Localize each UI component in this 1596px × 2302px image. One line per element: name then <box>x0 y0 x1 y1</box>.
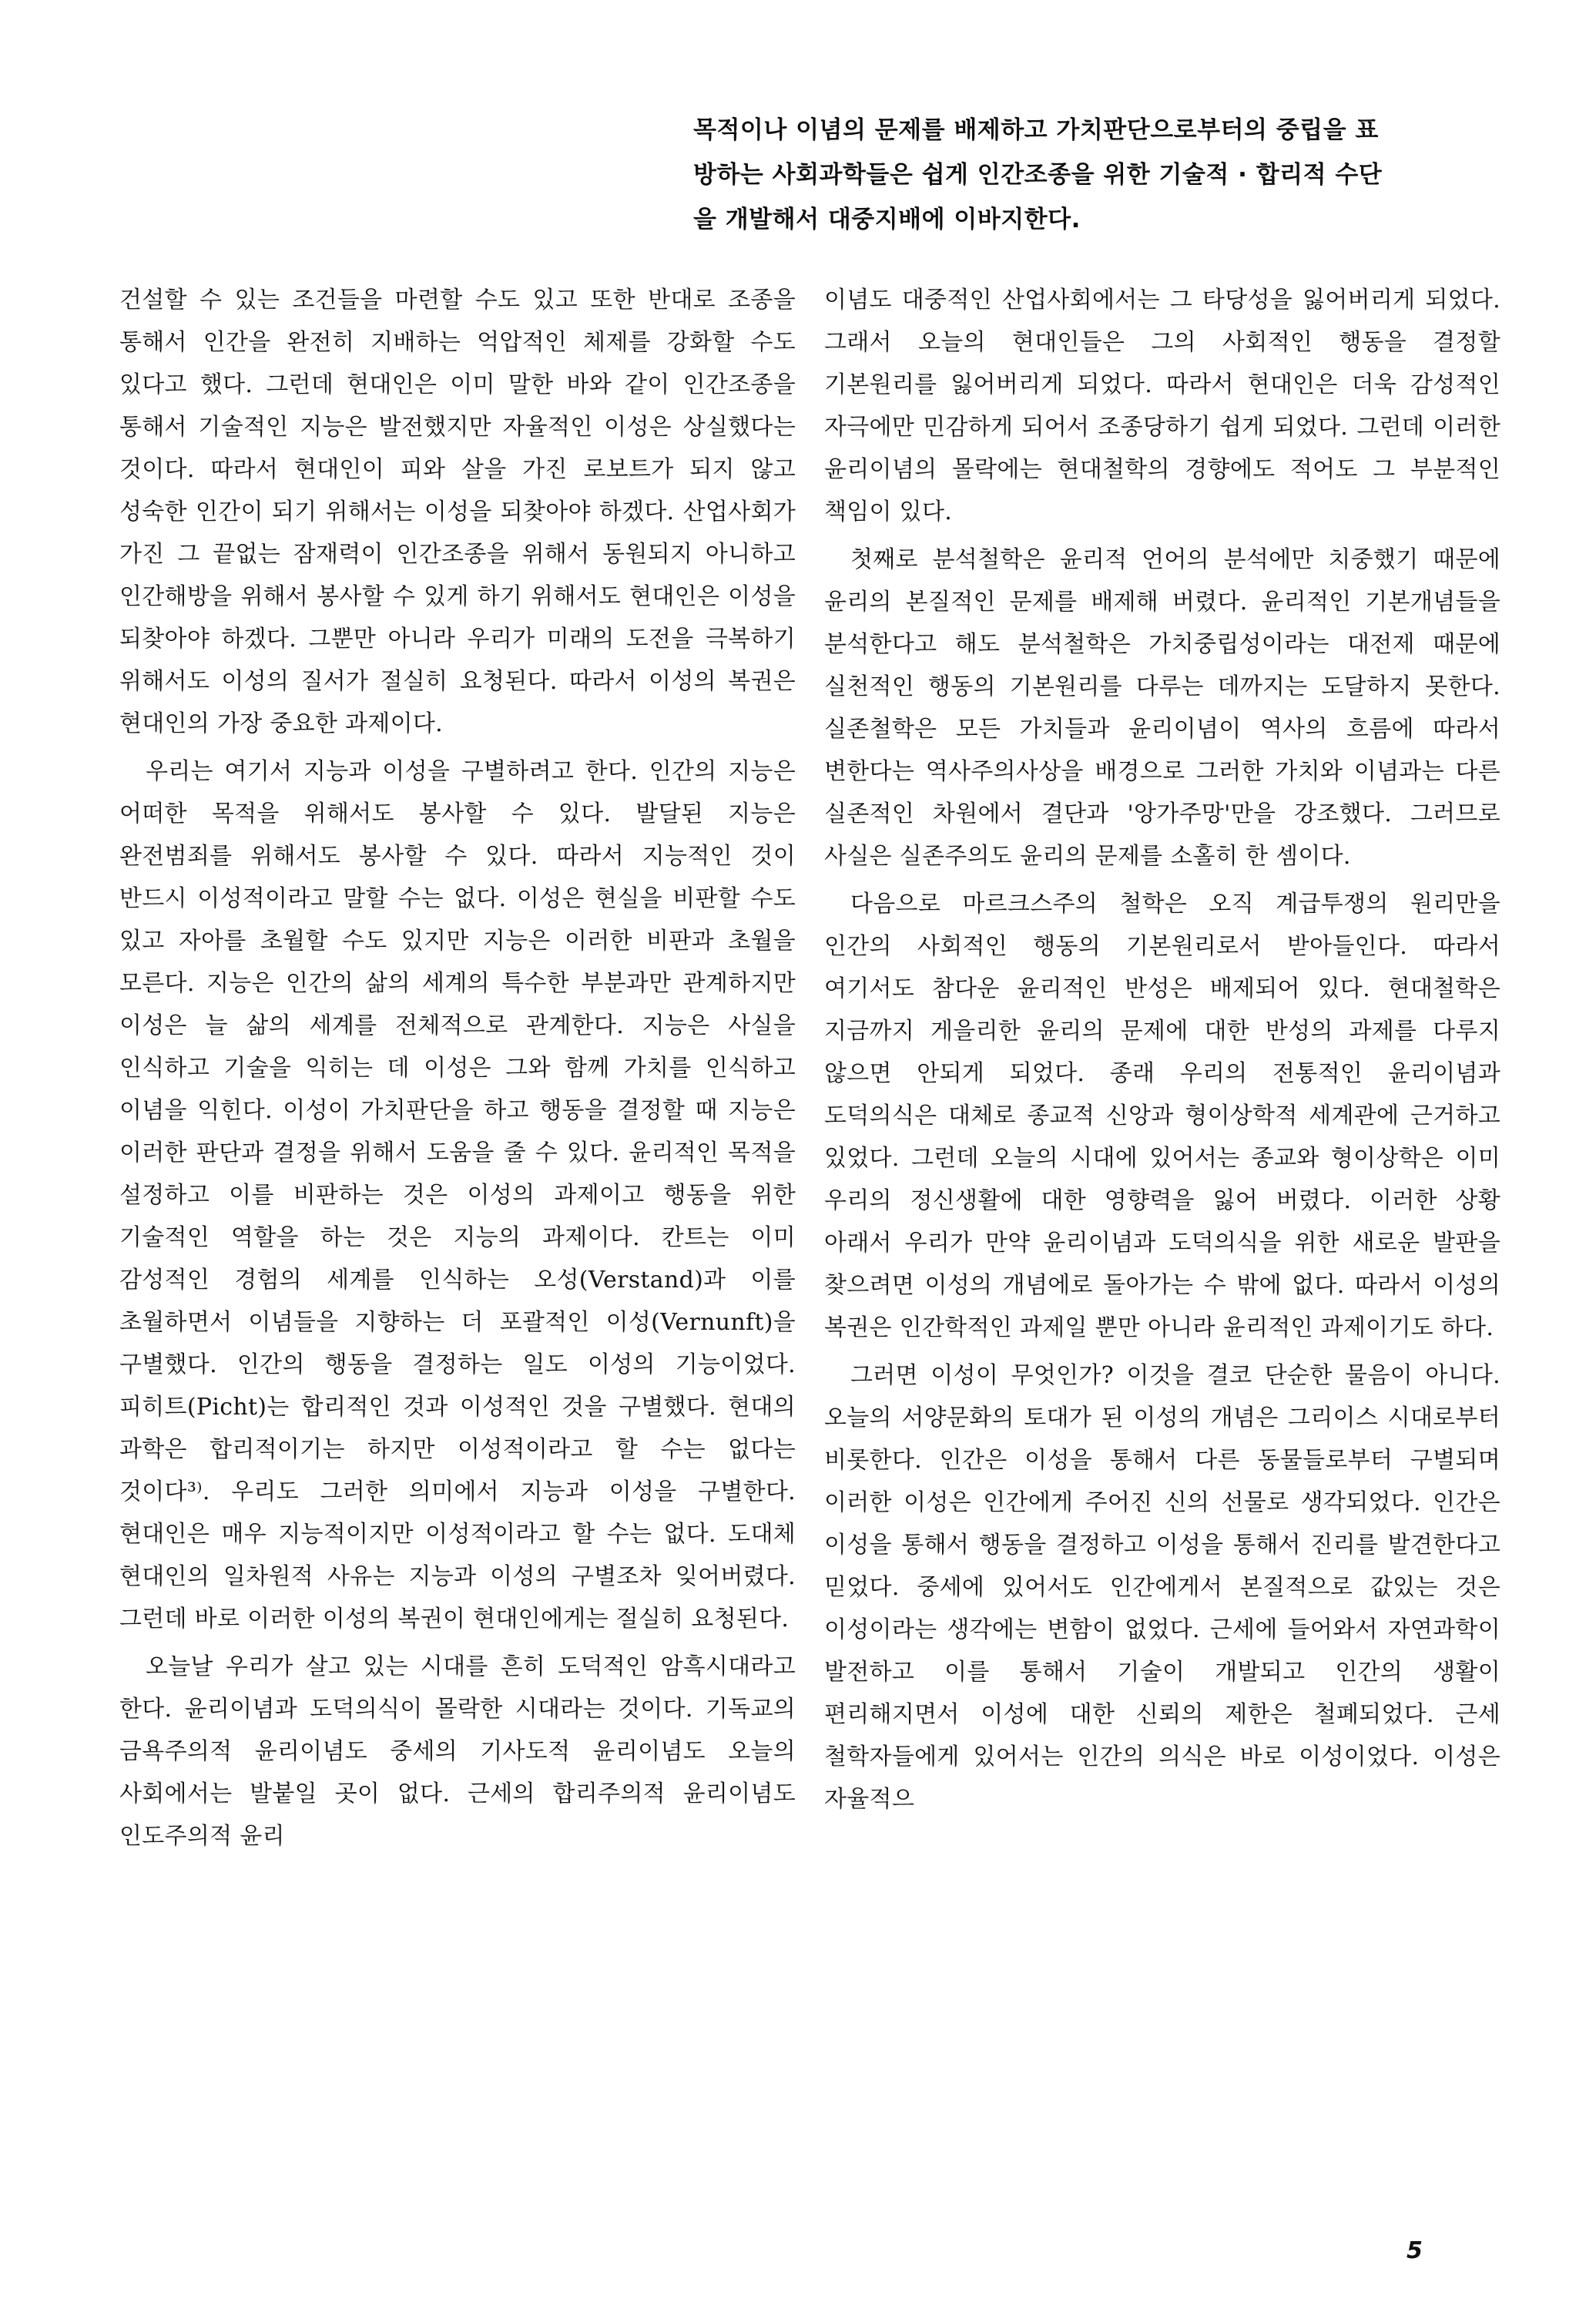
paragraph: 그러면 이성이 무엇인가? 이것을 결코 단순한 물음이 아니다. 오늘의 서양문화의 토대가 된 이성의 개념은 그리이스 시대로부터 비롯한다. 인간은 이성을 통해서 다른 동물들로부터 구별되며 이러한 이성은 인간에게 주어진 신의 선물로 생각되었다. 인간은 이성을 통해서 행동을 결정하고 이성을 통해서 진리를 발견한다고 믿었다. 중세에 있어서도 인간에게서 본질적으로 값있는 것은 이성이라는 생각에는 변함이 없었다. 근세에 들어와서 자연과학이 발전하고 이를 통해서 기술이 개발되고 인간의 생활이 편리해지면서 이성에 대한 신뢰의 제한은 철폐되었다. 근세 철학자들에게 있어서는 인간의 의식은 바로 이성이었다. 이성은 자율적으 <box>824 1362 1500 1813</box>
pull-quote-line: 목적이나 이념의 문제를 배제하고 가치판단으로부터의 중립을 표 <box>693 116 1379 144</box>
paragraph: 오늘날 우리가 살고 있는 시대를 흔히 도덕적인 암흑시대라고 한다. 윤리이념과 도덕의식이 몰락한 시대라는 것이다. 기독교의 금욕주의적 윤리이념도 중세의 기사도적 윤리이념도 오늘의 사회에서는 발붙일 곳이 없다. 근세의 합리주의적 윤리이념도 인도주의적 윤리 <box>119 1653 796 1850</box>
right-column <box>824 279 1500 1826</box>
paragraph: 첫째로 분석철학은 윤리적 언어의 분석에만 치중했기 때문에 윤리의 본질적인 문제를 배제해 버렸다. 윤리적인 기본개념들을 분석한다고 해도 분석철학은 가치중립성이라는 대전제 때문에 실천적인 행동의 기본원리를 다루는 데까지는 도달하지 못한다. 실존철학은 모든 가치들과 윤리이념이 역사의 흐름에 따라서 변한다는 역사주의사상을 배경으로 그러한 가치와 이념과는 다른 실존적인 차원에서 결단과 '앙가주망'만을 강조했다. 그러므로 사실은 실존주의도 윤리의 문제를 소홀히 한 셈이다. <box>824 546 1500 870</box>
pull-quote-line: 방하는 사회과학들은 쉽게 인간조종을 위한 기술적 · 합리적 수단 <box>693 161 1383 189</box>
paragraph: 다음으로 마르크스주의 철학은 오직 계급투쟁의 원리만을 인간의 사회적인 행동의 기본원리로서 받아들인다. 따라서 여기서도 참다운 윤리적인 반성은 배제되어 있다. 현대철학은 지금까지 게을리한 윤리의 문제에 대한 반성의 과제를 다루지 않으면 안되게 되었다. 종래 우리의 전통적인 윤리이념과 도덕의식은 대체로 종교적 신앙과 형이상학적 세계관에 근거하고 있었다. 그런데 오늘의 시대에 있어서는 종교와 형이상학은 이미 우리의 정신생활에 대한 영향력을 잃어 버렸다. 이러한 상황 아래서 우리가 만약 윤리이념과 도덕의식을 위한 새로운 발판을 찾으려면 이성의 개념에로 돌아가는 수 밖에 없다. 따라서 이성의 복권은 인간학적인 과제일 뿐만 아니라 윤리적인 과제이기도 하다. <box>824 891 1500 1341</box>
pull-quote-line: 을 개발해서 대중지배에 이바지한다. <box>693 206 1081 233</box>
paragraph: 우리는 여기서 지능과 이성을 구별하려고 한다. 인간의 지능은 어떠한 목적을 위해서도 봉사할 수 있다. 발달된 지능은 완전범죄를 위해서도 봉사할 수 있다. 따라서 지능적인 것이 반드시 이성적이라고 말할 수는 없다. 이성은 현실을 비판할 수도 있고 자아를 초월할 수도 있지만 지능은 이러한 비판과 초월을 모른다. 지능은 인간의 삶의 세계의 특수한 부분과만 관계하지만 이성은 늘 삶의 세계를 전체적으로 관계한다. 지능은 사실을 인식하고 기술을 익히는 데 이성은 그와 함께 가치를 인식하고 이념을 익힌다. 이성이 가치판단을 하고 행동을 결정할 때 지능은 이러한 판단과 결정을 위해서 도움을 줄 수 있다. 윤리적인 목적을 설정하고 이를 비판하는 것은 이성의 과제이고 행동을 위한 기술적인 역할을 하는 것은 지능의 과제이다. 칸트는 이미 감성적인 경험의 세계를 인식하는 오성(Verstand)과 이를 초월하면서 이념들을 지향하는 더 포괄적인 이성(Vernunft)을 구별했다. 인간의 행동을 결정하는 일도 이성의 기능이었다. 피히트(Picht)는 합리적인 것과 이성적인 것을 구별했다. 현대의 과학은 합리적이기는 하지만 이성적이라고 할 수는 없다는 것이다³⁾. 우리도 그러한 의미에서 지능과 이성을 구별한다. 현대인은 매우 지능적이지만 이성적이라고 할 수는 없다. 도대체 현대인의 일차원적 사유는 지능과 이성의 구별조차 잊어버렸다. 그런데 바로 이러한 이성의 복권이 현대인에게는 절실히 요청된다. <box>119 758 796 1633</box>
paragraph: 이념도 대중적인 산업사회에서는 그 타당성을 잃어버리게 되었다. 그래서 오늘의 현대인들은 그의 사회적인 행동을 결정할 기본원리를 잃어버리게 되었다. 따라서 현대인은 더욱 감성적인 자극에만 민감하게 되어서 조종당하기 쉽게 되었다. 그런데 이러한 윤리이념의 몰락에는 현대철학의 경향에도 적어도 그 부분적인 책임이 있다. <box>824 287 1500 525</box>
paragraph: 건설할 수 있는 조건들을 마련할 수도 있고 또한 반대로 조종을 통해서 인간을 완전히 지배하는 억압적인 체제를 강화할 수도 있다고 했다. 그런데 현대인은 이미 말한 바와 같이 인간조종을 통해서 기술적인 지능은 발전했지만 자율적인 이성은 상실했다는 것이다. 따라서 현대인이 피와 살을 가진 로보트가 되지 않고 성숙한 인간이 되기 위해서는 이성을 되찾아야 하겠다. 산업사회가 가진 그 끝없는 잠재력이 인간조종을 위해서 동원되지 아니하고 인간해방을 위해서 봉사할 수 있게 하기 위해서도 현대인은 이성을 되찾아야 하겠다. 그뿐만 아니라 우리가 미래의 도전을 극복하기 위해서도 이성의 질서가 절실히 요청된다. 따라서 이성의 복권은 현대인의 가장 중요한 과제이다. <box>119 287 796 737</box>
pull-quote <box>693 108 1487 242</box>
page-number: 5 <box>1407 2237 1423 2264</box>
left-column <box>119 279 796 1863</box>
